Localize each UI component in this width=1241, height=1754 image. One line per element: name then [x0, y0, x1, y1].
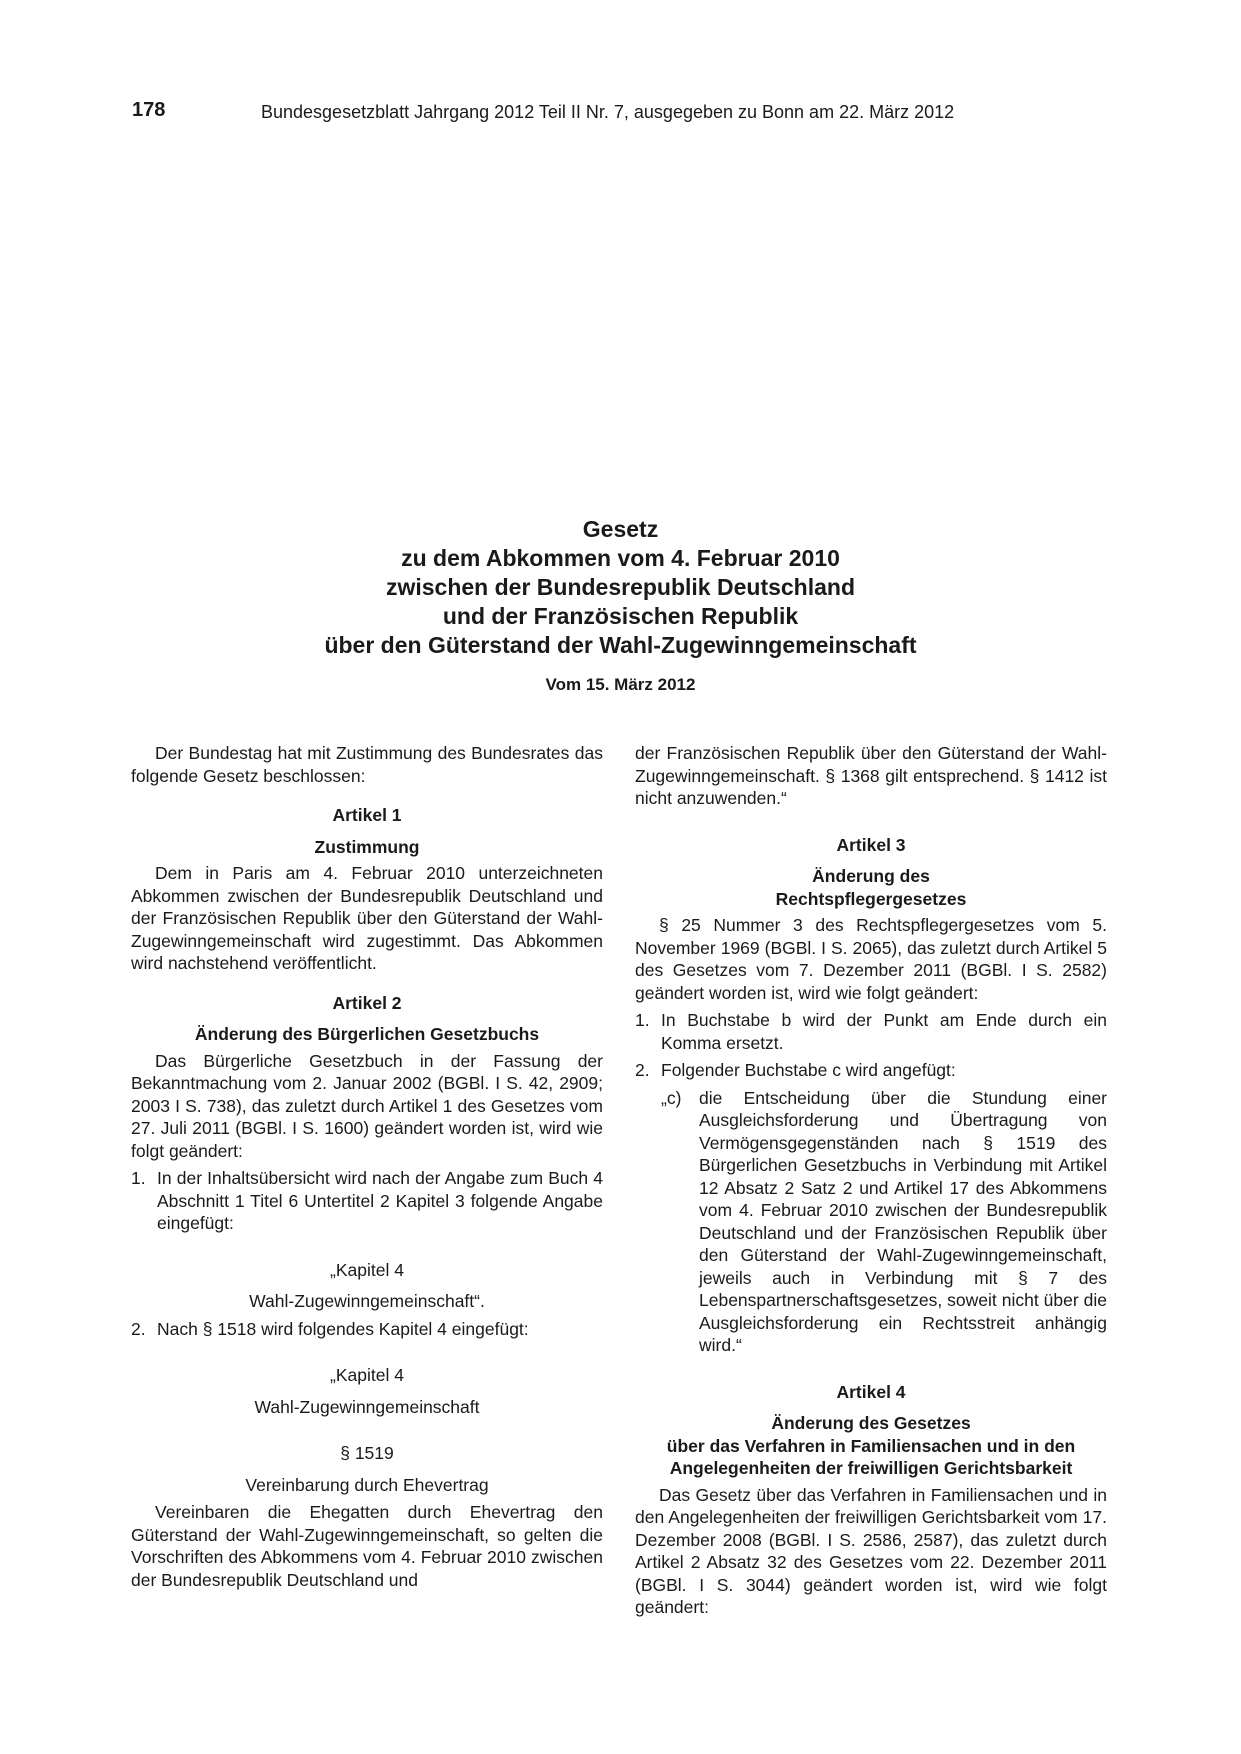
- item-text: In Buchstabe b wird der Punkt am Ende durch ein Komma ersetzt.: [661, 1010, 1107, 1053]
- title-line: zu dem Abkommen vom 4. Februar 2010: [401, 545, 840, 571]
- paragraph-title: Vereinbarung durch Ehevertrag: [245, 1474, 489, 1495]
- item-text: Folgender Buchstabe c wird angefügt:: [661, 1060, 956, 1080]
- list-item: [131, 1167, 603, 1235]
- law-title: [0, 515, 1241, 660]
- quote-line: Wahl-Zugewinngemeinschaft: [254, 1396, 480, 1417]
- paragraph-sign: § 1519: [340, 1443, 394, 1463]
- article-4-heading: Artikel 4: [836, 1381, 906, 1402]
- sub-item: [635, 1087, 1107, 1357]
- article-2-text: Das Bürgerliche Gesetzbuch in der Fassung der Bekanntmachung vom 2. Januar 2002 (BGBl. I S. 42, 2909; 2003 I S. 738), das zuletzt durch Artikel 1 des Gesetzes vom 27. Juli 2011 (BGBl. I S. 1600) geändert worden ist, wird wie folgt geändert:: [131, 1050, 603, 1161]
- quote-line: Wahl-Zugewinngemeinschaft“.: [249, 1291, 485, 1311]
- list-item: [635, 1009, 1107, 1054]
- article-4-subheading: Angelegenheiten der freiwilligen Gerichtsbarkeit: [669, 1458, 1073, 1478]
- sub-item-letter: „c): [661, 1087, 682, 1108]
- article-4-subheading: Änderung des Gesetzes: [771, 1413, 971, 1433]
- article-2-subheading: Änderung des Bürgerlichen Gesetzbuchs: [194, 1024, 540, 1044]
- article-4-subheading: über das Verfahren in Familiensachen und in den: [666, 1435, 1076, 1456]
- sub-item-text: die Entscheidung über die Stundung einer Ausgleichsforderung und Übertragung von Vermögensgegenständen nach § 1519 des Bürgerlichen Gesetzbuchs in Verbindung mit Artikel 12 Absatz 2 Satz 2 und Artikel 17 des Abkommens vom 4. Februar 2010 zwischen der Bundesrepublik Deutschland und der Französischen Republik über den Güterstand der Wahl-Zugewinngemeinschaft, jeweils auch in Verbindung mit § 7 des Lebenspartnerschaftsgesetzes, soweit nicht über die Ausgleichsforderung ein Rechtsstreit anhängig wird.“: [699, 1087, 1107, 1355]
- article-1-text: Dem in Paris am 4. Februar 2010 unterzeichneten Abkommen zwischen der Bundesrepublik Deutschland und der Französischen Republik über den Güterstand der Wahl-Zugewinngemeinschaft wird zugestimmt. Das Abkommen wird nachstehend veröffentlicht.: [131, 863, 603, 973]
- article-1-subheading: Zustimmung: [314, 836, 420, 857]
- article-3-subheading: Änderung des: [812, 866, 930, 886]
- article-2-heading: Artikel 2: [332, 992, 402, 1013]
- item-number: 1.: [131, 1168, 146, 1188]
- item-number: 2.: [131, 1318, 146, 1339]
- article-1-heading: Artikel 1: [332, 805, 402, 825]
- quote-line: „Kapitel 4: [330, 1365, 404, 1385]
- list-item: [635, 1059, 1107, 1082]
- item-number: 1.: [635, 1010, 650, 1030]
- title-line: zwischen der Bundesrepublik Deutschland: [385, 574, 856, 600]
- paragraph-text: Vereinbaren die Ehegatten durch Ehevertrag den Güterstand der Wahl-Zugewinngemeinschaft, so gelten die Vorschriften des Abkommens vom 4. Februar 2010 zwischen der Bundesrepublik Deutschland und: [131, 1502, 603, 1590]
- continuation-text: der Französischen Republik über den Güterstand der Wahl-Zugewinngemeinschaft. § 1368 gilt entsprechend. § 1412 ist nicht anzuwenden.“: [635, 743, 1107, 808]
- left-column: [131, 742, 603, 1591]
- title-line: über den Güterstand der Wahl-Zugewinngemeinschaft: [324, 632, 917, 658]
- law-date: Vom 15. März 2012: [545, 675, 696, 694]
- quote-line: „Kapitel 4: [330, 1259, 404, 1280]
- title-line: und der Französischen Republik: [442, 603, 799, 629]
- item-number: 2.: [635, 1060, 650, 1080]
- article-3-subheading: Rechtspflegergesetzes: [775, 888, 967, 909]
- preamble: Der Bundestag hat mit Zustimmung des Bundesrates das folgende Gesetz beschlossen:: [131, 743, 603, 786]
- article-3-heading: Artikel 3: [836, 834, 906, 855]
- list-item: [131, 1318, 603, 1341]
- title-line: Gesetz: [582, 516, 659, 542]
- article-4-text: Das Gesetz über das Verfahren in Familiensachen und in den Angelegenheiten der freiwilligen Gerichtsbarkeit vom 17. Dezember 2008 (BGBl. I S. 2586, 2587), das zuletzt durch Artikel 2 Absatz 32 des Gesetzes vom 22. Dezember 2011 (BGBl. I S. 3044) geändert worden ist, wird wie folgt geändert:: [635, 1484, 1107, 1617]
- page-number: 178: [132, 99, 166, 121]
- item-text: Nach § 1518 wird folgendes Kapitel 4 eingefügt:: [157, 1318, 529, 1339]
- article-3-text: § 25 Nummer 3 des Rechtspflegergesetzes vom 5. November 1969 (BGBl. I S. 2065), das zuletzt durch Artikel 5 des Gesetzes vom 7. Dezember 2011 (BGBl. I S. 2582) geändert worden ist, wird wie folgt geändert:: [635, 915, 1107, 1003]
- right-column: [635, 742, 1107, 1619]
- item-text: In der Inhaltsübersicht wird nach der Angabe zum Buch 4 Abschnitt 1 Titel 6 Untertitel 2 Kapitel 3 folgende Angabe eingefügt:: [157, 1168, 603, 1233]
- running-title: Bundesgesetzblatt Jahrgang 2012 Teil II Nr. 7, ausgegeben zu Bonn am 22. März 2012: [261, 102, 955, 122]
